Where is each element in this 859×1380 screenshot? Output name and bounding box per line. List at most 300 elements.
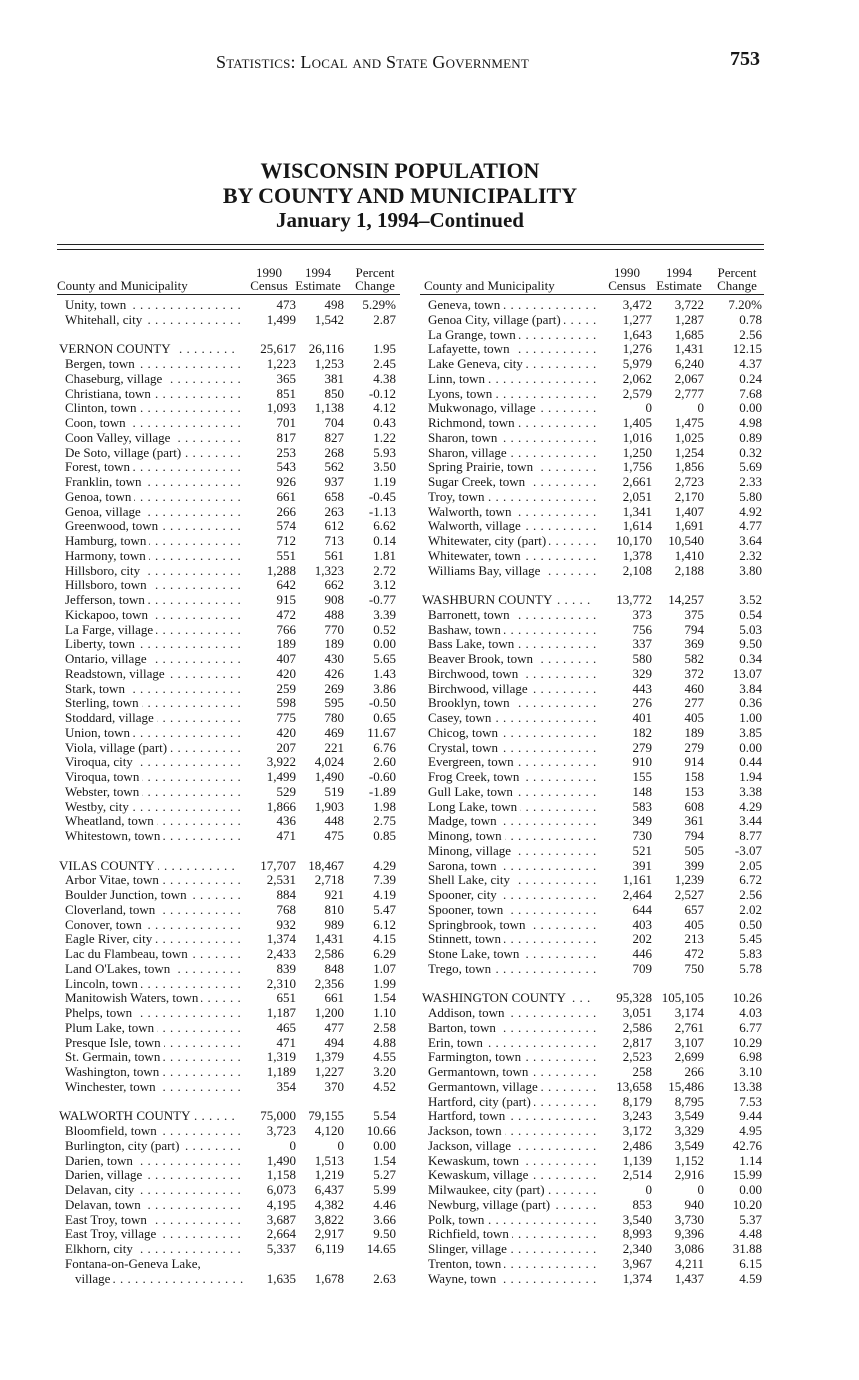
row-name: Barton, town . . . — [428, 1021, 598, 1036]
census-1990-value: 768 — [276, 901, 296, 917]
percent-change-value: 5.27 — [373, 1167, 396, 1183]
row-name: Liberty, town . . . — [65, 637, 245, 652]
municipality-row — [57, 873, 400, 888]
estimate-1994-value: 6,240 — [674, 356, 704, 371]
percent-change-value: 3.50 — [373, 459, 396, 475]
census-1990-value: 583 — [632, 798, 652, 814]
municipality-row — [420, 298, 764, 313]
left-table — [57, 258, 400, 1286]
row-name: VILAS COUNTY . . . — [59, 859, 239, 874]
percent-change-value: 10.26 — [732, 990, 762, 1006]
percent-change-value: 2.58 — [373, 1019, 396, 1035]
census-1990-value: 926 — [276, 474, 296, 489]
estimate-1994-value: 2,527 — [674, 887, 704, 902]
municipality-row — [57, 682, 400, 697]
census-1990-value: 5,337 — [266, 1241, 296, 1256]
census-1990-value: 10,170 — [616, 533, 652, 548]
col-census-header: 1990 Census — [608, 265, 646, 293]
estimate-1994-value: 1,691 — [674, 518, 704, 534]
estimate-1994-value: 269 — [324, 680, 344, 696]
municipality-row — [57, 903, 400, 918]
percent-change-value: -0.77 — [368, 592, 396, 607]
census-1990-value: 279 — [632, 739, 652, 755]
census-1990-value: 2,586 — [622, 1019, 652, 1035]
municipality-row — [420, 416, 764, 431]
census-1990-value: 420 — [276, 665, 296, 681]
municipality-row — [57, 1080, 400, 1095]
municipality-row — [420, 770, 764, 785]
municipality-row — [420, 1227, 764, 1242]
row-name: Lafayette, town . . . — [428, 342, 598, 357]
estimate-1994-value: 6,437 — [314, 1182, 344, 1197]
census-1990-value: 471 — [276, 828, 296, 843]
municipality-row — [57, 1139, 400, 1154]
municipality-row — [420, 1242, 764, 1257]
percent-change-value: 0.36 — [739, 695, 762, 711]
census-1990-value: 1,614 — [622, 518, 652, 534]
estimate-1994-value: 4,211 — [675, 1255, 704, 1271]
municipality-row — [57, 490, 400, 505]
percent-change-value: 10.20 — [732, 1196, 762, 1212]
municipality-row — [57, 977, 400, 992]
estimate-1994-value: 519 — [324, 783, 344, 799]
municipality-row — [57, 800, 400, 815]
estimate-1994-value: 3,730 — [674, 1211, 704, 1227]
municipality-row — [420, 844, 764, 859]
municipality-row — [420, 608, 764, 623]
percent-change-value: 2.02 — [739, 901, 762, 917]
row-name: Lac du Flambeau, town . . . — [65, 947, 245, 962]
row-name: Brooklyn, town . . . — [428, 696, 598, 711]
row-name: Hillsboro, town . . . — [65, 578, 245, 593]
census-1990-value: 0 — [289, 1137, 296, 1153]
row-name: Sterling, town . . . — [65, 696, 245, 711]
municipality-row — [420, 1021, 764, 1036]
estimate-1994-value: 375 — [684, 606, 704, 622]
municipality-row — [420, 1006, 764, 1021]
estimate-1994-value: 794 — [684, 828, 704, 843]
estimate-1994-value: 582 — [684, 651, 704, 666]
municipality-row — [57, 593, 400, 608]
census-1990-value: 0 — [645, 400, 652, 416]
estimate-1994-value: 361 — [684, 813, 704, 829]
row-name: Viola, village (part) . . . — [65, 741, 245, 756]
census-1990-value: 817 — [276, 429, 296, 445]
municipality-row — [57, 534, 400, 549]
census-1990-value: 1,161 — [622, 872, 652, 888]
census-1990-value: 1,250 — [622, 444, 652, 460]
census-1990-value: 3,172 — [622, 1123, 652, 1138]
estimate-1994-value: 498 — [324, 297, 344, 312]
row-name: Whitestown, town . . . — [65, 829, 245, 844]
row-name: Eagle River, city . . . — [65, 932, 245, 947]
row-name: Madge, town . . . — [428, 814, 598, 829]
census-1990-value: 2,514 — [622, 1167, 652, 1183]
percent-change-value: -3.07 — [734, 842, 762, 858]
estimate-1994-value: 153 — [684, 783, 704, 799]
census-1990-value: 182 — [632, 724, 652, 740]
percent-change-value: 5.37 — [739, 1211, 762, 1227]
estimate-1994-value: 848 — [324, 960, 344, 976]
municipality-row — [57, 696, 400, 711]
estimate-1994-value: 940 — [684, 1196, 704, 1212]
census-1990-value: 1,189 — [266, 1064, 296, 1079]
census-1990-value: 851 — [276, 385, 296, 401]
municipality-row — [420, 1183, 764, 1198]
row-name: Phelps, town . . . — [65, 1006, 245, 1021]
municipality-row — [420, 741, 764, 756]
estimate-1994-value: 1,219 — [314, 1167, 344, 1183]
census-1990-value: 1,643 — [622, 326, 652, 342]
row-name: St. Germain, town . . . — [65, 1050, 245, 1065]
estimate-1994-value: 15,486 — [668, 1078, 704, 1094]
municipality-row — [57, 726, 400, 741]
estimate-1994-value: 475 — [324, 828, 344, 843]
row-name: Lincoln, town . . . — [65, 977, 245, 992]
municipality-row — [420, 328, 764, 343]
county-row — [420, 593, 764, 608]
estimate-1994-value: 921 — [324, 887, 344, 902]
row-name: Newburg, village (part) . . . — [428, 1198, 598, 1213]
estimate-1994-value: 662 — [324, 577, 344, 593]
percent-change-value: 2.60 — [373, 754, 396, 770]
row-name: Long Lake, town . . . — [428, 800, 598, 815]
municipality-row — [420, 387, 764, 402]
percent-change-value: 1.10 — [373, 1005, 396, 1020]
census-1990-value: 373 — [632, 606, 652, 622]
census-1990-value: 3,243 — [622, 1108, 652, 1124]
col-estimate-header: 1994 Estimate — [295, 265, 341, 293]
census-1990-value: 266 — [276, 503, 296, 519]
municipality-row — [57, 947, 400, 962]
percent-change-value: 1.98 — [373, 798, 396, 814]
percent-change-value: 0.89 — [739, 429, 762, 445]
estimate-1994-value: 213 — [684, 931, 704, 947]
row-name: Evergreen, town . . . — [428, 755, 598, 770]
row-name: Kewaskum, village . . . — [428, 1168, 598, 1183]
percent-change-value: 7.53 — [739, 1093, 762, 1109]
municipality-row — [57, 1272, 400, 1287]
percent-change-value: -0.12 — [368, 385, 396, 401]
estimate-1994-value: 472 — [684, 946, 704, 961]
municipality-row — [420, 342, 764, 357]
row-name: Hartford, town . . . — [428, 1109, 598, 1124]
municipality-row — [420, 947, 764, 962]
row-name: Winchester, town . . . — [65, 1080, 245, 1095]
percent-change-value: 12.15 — [732, 341, 762, 357]
estimate-1994-value: 0 — [337, 1137, 344, 1153]
municipality-row — [57, 1124, 400, 1139]
census-1990-value: 712 — [276, 533, 296, 548]
municipality-row — [57, 446, 400, 461]
percent-change-value: 5.29% — [362, 297, 396, 312]
municipality-row — [420, 1095, 764, 1110]
estimate-1994-value: 1,437 — [674, 1270, 704, 1286]
row-name: Arbor Vitae, town . . . — [65, 873, 245, 888]
municipality-row — [420, 446, 764, 461]
percent-change-value: 4.59 — [739, 1270, 762, 1286]
estimate-1994-value: 0 — [697, 1182, 704, 1197]
percent-change-value: 15.99 — [732, 1167, 762, 1183]
row-name: Readstown, village . . . — [65, 667, 245, 682]
percent-change-value: 6.29 — [373, 946, 396, 961]
municipality-row — [420, 962, 764, 977]
estimate-1994-value: 1,685 — [674, 326, 704, 342]
row-name: Germantown, town . . . — [428, 1065, 598, 1080]
census-1990-value: 529 — [276, 783, 296, 799]
municipality-row — [420, 313, 764, 328]
row-name: Viroqua, town . . . — [65, 770, 245, 785]
municipality-row — [420, 1080, 764, 1095]
row-name: Westby, city . . . — [65, 800, 245, 815]
row-name: Trenton, town . . . — [428, 1257, 598, 1272]
percent-change-value: 4.52 — [373, 1078, 396, 1094]
estimate-1994-value: 279 — [684, 739, 704, 755]
estimate-1994-value: 4,120 — [314, 1123, 344, 1138]
estimate-1994-value: 10,540 — [668, 533, 704, 548]
row-name: Richmond, town . . . — [428, 416, 598, 431]
municipality-row — [57, 1227, 400, 1242]
estimate-1994-value: 608 — [684, 798, 704, 814]
census-1990-value: 258 — [632, 1064, 652, 1079]
row-name: Stoddard, village . . . — [65, 711, 245, 726]
census-1990-value: 148 — [632, 783, 652, 799]
estimate-1994-value: 3,086 — [674, 1241, 704, 1256]
percent-change-value: 3.80 — [739, 562, 762, 578]
estimate-1994-value: 2,723 — [674, 474, 704, 489]
census-1990-value: 446 — [632, 946, 652, 961]
row-name: Sarona, town . . . — [428, 859, 598, 874]
percent-change-value: 7.20% — [728, 297, 762, 312]
census-1990-value: 1,319 — [266, 1049, 296, 1065]
estimate-1994-value: 1,431 — [674, 341, 704, 357]
percent-change-value: 4.46 — [373, 1196, 396, 1212]
estimate-1994-value: 3,549 — [674, 1137, 704, 1153]
census-1990-value: 473 — [276, 297, 296, 312]
row-name: Darien, village . . . — [65, 1168, 245, 1183]
percent-change-value: 13.38 — [732, 1078, 762, 1094]
census-1990-value: 471 — [276, 1034, 296, 1050]
census-1990-value: 1,277 — [622, 311, 652, 327]
census-1990-value: 2,464 — [622, 887, 652, 902]
census-1990-value: 1,866 — [266, 798, 296, 814]
estimate-1994-value: 1,253 — [314, 356, 344, 371]
municipality-row — [420, 652, 764, 667]
row-name: Webster, town . . . — [65, 785, 245, 800]
percent-change-value: 5.47 — [373, 901, 396, 917]
census-1990-value: 391 — [632, 857, 652, 873]
percent-change-value: 4.29 — [373, 857, 396, 873]
census-1990-value: 465 — [276, 1019, 296, 1035]
estimate-1994-value: 989 — [324, 916, 344, 932]
percent-change-value: 2.32 — [739, 547, 762, 563]
estimate-1994-value: 561 — [324, 547, 344, 563]
right-column-header — [420, 258, 764, 295]
municipality-row — [420, 1109, 764, 1124]
estimate-1994-value: 26,116 — [308, 341, 344, 357]
percent-change-value: 3.12 — [373, 577, 396, 593]
census-1990-value: 407 — [276, 651, 296, 666]
percent-change-value: -0.45 — [368, 488, 396, 504]
estimate-1994-value: 1,513 — [314, 1152, 344, 1168]
row-name: Conover, town . . . — [65, 918, 245, 933]
row-name: Harmony, town . . . — [65, 549, 245, 564]
municipality-row — [420, 490, 764, 505]
row-name: Union, town . . . — [65, 726, 245, 741]
municipality-row — [420, 1272, 764, 1287]
census-1990-value: 574 — [276, 518, 296, 534]
municipality-row — [420, 564, 764, 579]
municipality-row — [57, 991, 400, 1006]
census-1990-value: 329 — [632, 665, 652, 681]
estimate-1994-value: 1,542 — [314, 311, 344, 327]
census-1990-value: 756 — [632, 621, 652, 637]
municipality-row — [420, 505, 764, 520]
estimate-1994-value: 158 — [684, 769, 704, 784]
estimate-1994-value: 612 — [324, 518, 344, 534]
municipality-row — [420, 1050, 764, 1065]
census-1990-value: 13,772 — [616, 592, 652, 607]
census-1990-value: 766 — [276, 621, 296, 637]
row-name: Kewaskum, town . . . — [428, 1154, 598, 1169]
municipality-row — [420, 549, 764, 564]
estimate-1994-value: 3,174 — [674, 1005, 704, 1020]
left-column-header — [57, 258, 400, 295]
row-name: Lake Geneva, city . . . — [428, 357, 598, 372]
percent-change-value: 4.37 — [739, 356, 762, 371]
estimate-1994-value: 2,586 — [314, 946, 344, 961]
percent-change-value: 6.72 — [739, 872, 762, 888]
estimate-1994-value: 1,490 — [314, 769, 344, 784]
census-1990-value: 189 — [276, 636, 296, 652]
county-row — [57, 859, 400, 874]
percent-change-value: 2.56 — [739, 887, 762, 902]
row-name: Delavan, city . . . — [65, 1183, 245, 1198]
row-name: East Troy, village . . . — [65, 1227, 245, 1242]
percent-change-value: 13.07 — [732, 665, 762, 681]
percent-change-value: 5.83 — [739, 946, 762, 961]
row-name: Lyons, town . . . — [428, 387, 598, 402]
percent-change-value: 2.87 — [373, 311, 396, 327]
estimate-1994-value: 3,549 — [674, 1108, 704, 1124]
top-rule-double — [57, 249, 764, 250]
row-name: Delavan, town . . . — [65, 1198, 245, 1213]
census-1990-value: 3,967 — [622, 1255, 652, 1271]
census-1990-value: 2,664 — [266, 1226, 296, 1242]
municipality-row — [420, 859, 764, 874]
municipality-row — [57, 387, 400, 402]
row-name: Coon Valley, village . . . — [65, 431, 245, 446]
estimate-1994-value: 1,678 — [314, 1270, 344, 1286]
census-1990-value: 2,051 — [622, 488, 652, 504]
municipality-row — [420, 829, 764, 844]
census-1990-value: 8,993 — [622, 1226, 652, 1242]
municipality-row — [57, 623, 400, 638]
municipality-row — [57, 1050, 400, 1065]
census-1990-value: 1,374 — [266, 931, 296, 947]
row-name: Greenwood, town . . . — [65, 519, 245, 534]
percent-change-value: 0.34 — [739, 651, 762, 666]
estimate-1994-value: 4,382 — [314, 1196, 344, 1212]
census-1990-value: 839 — [276, 960, 296, 976]
municipality-row — [420, 623, 764, 638]
census-1990-value: 1,374 — [622, 1270, 652, 1286]
estimate-1994-value: 9,396 — [674, 1226, 704, 1242]
percent-change-value: 0.24 — [739, 370, 762, 386]
estimate-1994-value: 399 — [684, 857, 704, 873]
municipality-row — [57, 814, 400, 829]
percent-change-value: 1.14 — [739, 1152, 762, 1168]
estimate-1994-value: 3,722 — [674, 297, 704, 312]
census-1990-value: 436 — [276, 813, 296, 829]
estimate-1994-value: 8,795 — [674, 1093, 704, 1109]
municipality-row — [420, 460, 764, 475]
census-1990-value: 598 — [276, 695, 296, 711]
percent-change-value: 1.54 — [373, 1152, 396, 1168]
municipality-row — [420, 372, 764, 387]
percent-change-value: 0.50 — [739, 916, 762, 932]
census-1990-value: 551 — [276, 547, 296, 563]
percent-change-value: 3.86 — [373, 680, 396, 696]
percent-change-value: 0.00 — [373, 1137, 396, 1153]
estimate-1994-value: 3,822 — [314, 1211, 344, 1227]
row-name: Jackson, town . . . — [428, 1124, 598, 1139]
census-1990-value: 354 — [276, 1078, 296, 1094]
municipality-row — [57, 962, 400, 977]
census-1990-value: 701 — [276, 415, 296, 430]
percent-change-value: 5.69 — [739, 459, 762, 475]
estimate-1994-value: 405 — [684, 710, 704, 725]
census-1990-value: 75,000 — [260, 1108, 296, 1124]
row-name: Geneva, town . . . — [428, 298, 598, 313]
percent-change-value: 1.07 — [373, 960, 396, 976]
estimate-1994-value: 430 — [324, 651, 344, 666]
row-name: Shell Lake, city . . . — [428, 873, 598, 888]
municipality-row — [420, 637, 764, 652]
census-1990-value: 2,531 — [266, 872, 296, 888]
page-number: 753 — [730, 48, 760, 70]
percent-change-value: 3.52 — [739, 592, 762, 607]
row-name: Bashaw, town . . . — [428, 623, 598, 638]
row-name: Clinton, town . . . — [65, 401, 245, 416]
title-line-2: BY COUNTY AND MUNICIPALITY — [222, 183, 578, 208]
right-rows — [420, 295, 764, 1286]
municipality-row — [420, 1198, 764, 1213]
municipality-row — [57, 505, 400, 520]
percent-change-value: 2.56 — [739, 326, 762, 342]
estimate-1994-value: 658 — [324, 488, 344, 504]
estimate-1994-value: 1,138 — [314, 400, 344, 416]
county-row — [57, 1109, 400, 1124]
municipality-row — [57, 460, 400, 475]
percent-change-value: 3.20 — [373, 1064, 396, 1079]
municipality-row — [420, 1065, 764, 1080]
percent-change-value: 8.77 — [739, 828, 762, 843]
census-1990-value: 4,195 — [266, 1196, 296, 1212]
percent-change-value: 2.33 — [739, 474, 762, 489]
percent-change-value: 6.12 — [373, 916, 396, 932]
percent-change-value: 1.94 — [739, 769, 762, 784]
row-name: Walworth, town . . . — [428, 505, 598, 520]
percent-change-value: 2.75 — [373, 813, 396, 829]
row-name: Spooner, city . . . — [428, 888, 598, 903]
estimate-1994-value: 713 — [324, 533, 344, 548]
census-1990-value: 1,276 — [622, 341, 652, 357]
estimate-1994-value: 1,200 — [314, 1005, 344, 1020]
census-1990-value: 6,073 — [266, 1182, 296, 1197]
municipality-row — [57, 475, 400, 490]
estimate-1994-value: 2,699 — [674, 1049, 704, 1065]
